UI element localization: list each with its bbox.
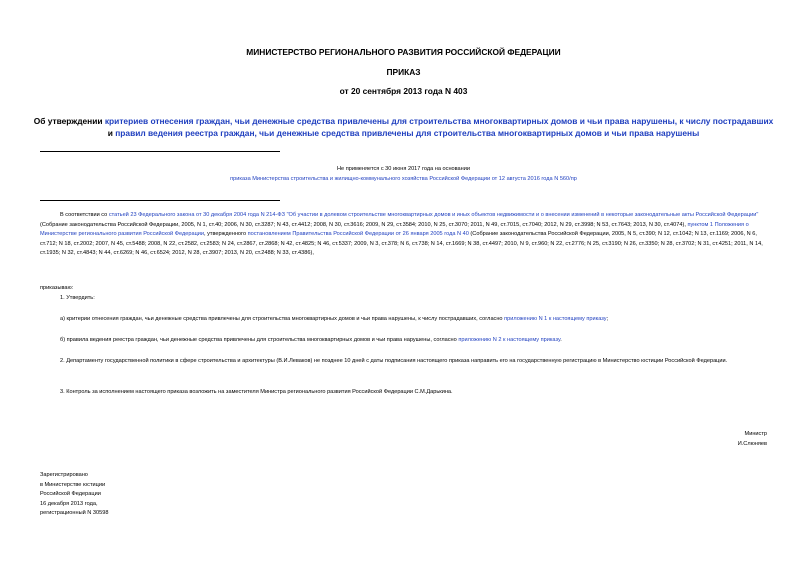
status-note-link-line2[interactable]: приказа Министерства строительства и жилищно-коммунального хозяйства (230, 176, 428, 182)
signature-block (738, 430, 767, 449)
item-1a-end: ; (606, 316, 609, 322)
item-1: 1. Утвердить: (60, 295, 95, 301)
item-2: 2. Департаменту государственной политики в сфере строительства и архитектуры (В.И.Леваков) не позднее 10 дней с даты подписания настоящего приказа направить его на государственную регистрацию в Министерство юстиции Российской Федерации. (60, 358, 728, 364)
registration-line1: Зарегистрировано (40, 472, 88, 478)
registration-block (40, 471, 108, 519)
item-1a (40, 315, 770, 325)
rules-link[interactable]: правил ведения реестра граждан, чьи денежные средства привлечены для строительства многоквартирных домов и чьи права нарушены (115, 128, 700, 138)
order-word: приказываю: (40, 285, 74, 291)
doc-date-number: от 20 сентября 2013 года N 403 (339, 86, 468, 96)
item-1b-text: б) правила ведения реестра граждан, чьи денежные средства привлечены для строительства многоквартирных домов и чьи права нарушены, согласно (60, 337, 459, 343)
registration-line2: в Министерстве юстиции (40, 481, 106, 488)
item-3: 3. Контроль за исполнением настоящего приказа возложить на заместителя Министра регионального развития Российской Федерации С.М.Дарькина. (60, 389, 453, 395)
criteria-link[interactable]: критериев отнесения граждан, чьи денежные средства привлечены для строительства многоквартирных домов и чьи права нарушены, к числу пострадавших (104, 116, 774, 126)
item-1b (40, 336, 770, 346)
item-1a-text: а) критерии отнесения граждан, чьи денежные средства привлечены для строительства многоквартирных домов и чьи права нарушены, к числу пострадавших, согласно (60, 316, 505, 322)
regulation-link[interactable]: пунктом 1 Положения о Министерстве регионального развития Российской Федерации (40, 221, 749, 238)
status-note-link-line3[interactable]: Российской Федерации от 12 августа 2016 года N 560/пр (429, 176, 577, 182)
divider-bottom (40, 200, 280, 201)
registration-line3: Российской Федерации (40, 491, 101, 498)
status-note (0, 164, 807, 184)
doc-type: ПРИКАЗ (386, 67, 421, 77)
preamble-text-4: (Собрание законодательства Российской Федерации, 2005, N 5, ст.390; N 12, ст.1042; N 13, ст.1169; 2006, N 6, ст.712; N 18, ст.2002; 2007, N 45, ст.5488; 2008, N 22, ст.2582, ст.2583; N 24, ст.2867, ст.2868; N 42, ст.4825; N 46, ст.5337; 2009, N 3, ст.378; N 6, ст.738; N 14, ст.1669; N 38, ст.4497; 2010, N 9, ст.960; N 22, ст.2776; N 25, ст.3190; N 26, ст.3350; N 28, ст.3702; N 31, ст.4251; 2011, N 14, ст.1935; N 32, ст.4843; N 44, ст.6269; N 46, ст.6524; 2012, N 28, ст.3907; 2013, N 20, ст.2488; N 33, ст.4386), (40, 231, 763, 257)
subject-lead: Об утверждении (33, 116, 105, 126)
divider-top (40, 151, 280, 152)
status-note-line1: Не применяется с 30 июня 2017 года на основании (336, 166, 471, 172)
preamble-text-2: (Собрание законодательства Российской Федерации, 2005, N 1, ст.40; 2006, N 30, ст.3287; N 43, ст.4412; 2008, N 30, ст.3616; 2009, N 29, ст.3584; 2010, N 25, ст.3070; 2011, N 49, ст.7015, ст.7040; 2012, N 29, ст.3998; N 53, ст.7643; 2013, N 30, ст.4074), (40, 221, 688, 228)
appendix-2-link[interactable]: приложению N 2 к настоящему приказу (458, 337, 561, 343)
doc-subject (30, 115, 777, 139)
registration-line5: регистрационный N 30598 (40, 510, 109, 517)
item-1b-end: . (560, 337, 562, 343)
signature-title: Министр (744, 431, 767, 437)
preamble-text-1: В соответствии со (60, 212, 109, 218)
law-214-link[interactable]: статьей 23 Федерального закона от 30 декабря 2004 года N 214-ФЗ "Об участии в долевом строительстве многоквартирных домов и иных объектов недвижимости и о внесении изменений в некоторые законодательные акты Российской Федерации" (108, 212, 759, 218)
appendix-1-link[interactable]: приложению N 1 к настоящему приказу (504, 316, 607, 322)
preamble (40, 211, 770, 259)
resolution-40-link[interactable]: постановлением Правительства Российской Федерации от 26 января 2005 года N 40 (247, 231, 469, 238)
signature-name: И.Слюняев (737, 440, 767, 447)
preamble-text-3: , утвержденного (204, 231, 248, 238)
subject-mid: и (107, 128, 116, 138)
ministry-title: МИНИСТЕРСТВО РЕГИОНАЛЬНОГО РАЗВИТИЯ РОССИЙСКОЙ ФЕДЕРАЦИИ (246, 47, 561, 57)
registration-line4: 16 декабря 2013 года, (40, 500, 98, 507)
